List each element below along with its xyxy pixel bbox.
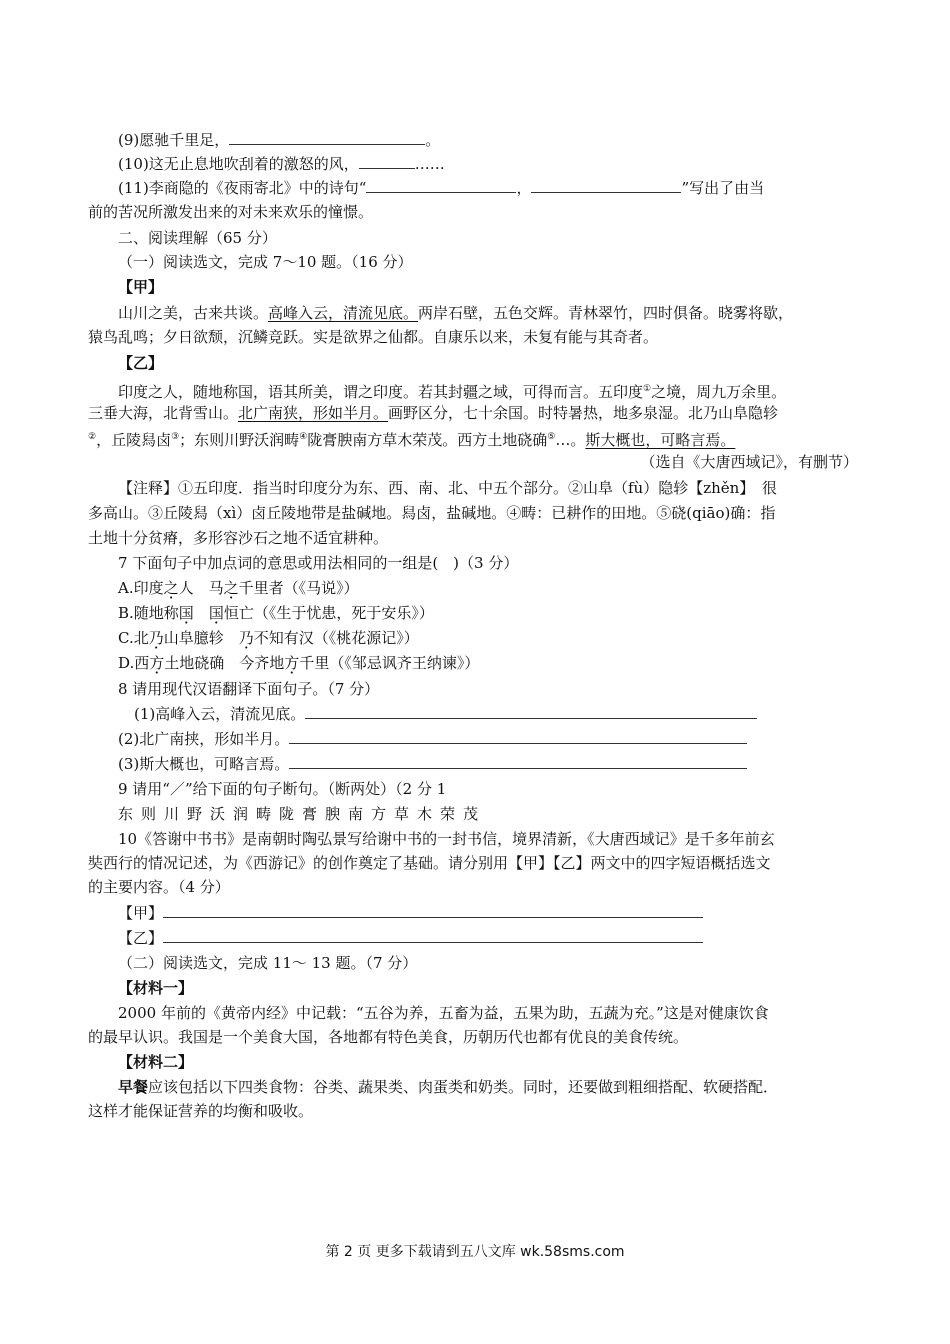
answer-line[interactable]	[163, 901, 703, 918]
yi-paragraph-line2: 三垂大海，北背雪山。北广南狭，形如半月。画野区分，七十余国。时特暑热，地多泉湿。北乃山阜隐轸	[88, 404, 779, 422]
question-10-line2: 奘西行的情况记述，为《西游记》的创作奠定了基础。请分别用【甲】【乙】两文中的四字短语概括选文	[88, 854, 771, 872]
answer-blank[interactable]	[366, 176, 516, 193]
answer-line[interactable]	[163, 926, 703, 943]
yi-paragraph-line3: ②，丘陵舄卤③；东则川野沃润畴④陇膏腴南方草木荣茂。西方土地硗确⑤…。斯大概也，可略言焉。	[88, 431, 736, 449]
material1-line2: 的最早认识。我国是一个美食大国，各地都有特色美食，历朝历代也都有优良的美食传统。	[88, 1028, 689, 1046]
answer-blank[interactable]	[531, 176, 681, 193]
material2-line1: 早餐应该包括以下四类食物：谷类、蔬果类、肉蛋类和奶类。同时，还要做到粗细搭配、软硬搭配．	[118, 1078, 779, 1096]
notes-line3: 土地十分贫瘠，多形容沙石之地不适宜耕种。	[88, 529, 389, 547]
material1-label: 【材料一】	[118, 979, 194, 997]
answer-blank[interactable]	[359, 152, 415, 169]
source-citation: （选自《大唐西域记》，有删节）	[640, 453, 858, 471]
question-7-option-c[interactable]: C.北乃山阜臆轸 乃不知有汉（《桃花源记》）	[118, 629, 419, 647]
question-8-stem: 8 请用现代汉语翻译下面句子。（7 分）	[118, 680, 380, 698]
material2-label: 【材料二】	[118, 1053, 194, 1071]
question-7-option-d[interactable]: D.西方土地硗确 今齐地方千里（《邹忌讽齐王纳谏》）	[118, 654, 480, 672]
answer-line[interactable]	[305, 702, 757, 719]
question-8-item-2: (2)北广南挟，形如半月。	[118, 727, 894, 751]
question-11-poem: (11)李商隐的《夜雨寄北》中的诗句“ ， ”写出了由当	[118, 176, 894, 200]
part1-title: （一）阅读选文，完成 7～10 题。（16 分）	[118, 253, 413, 271]
page-footer: 第 2 页 更多下载请到五八文库 wk.58sms.com	[325, 1244, 625, 1260]
question-10-yi: 【乙】	[118, 926, 894, 950]
part2-title: （二）阅读选文，完成 11～ 13 题。（7 分）	[118, 954, 418, 972]
question-8-item-3: (3)斯大概也，可略言焉。	[118, 752, 894, 776]
question-7-option-a[interactable]: A.印度之人 马之千里者（《马说》）	[118, 579, 359, 597]
question-7-stem: 7 下面句子中加点词的意思或用法相同的一组是( )（3 分）	[118, 554, 519, 572]
question-10-poem: (10)这无止息地吹刮着的激怒的风， ……	[118, 152, 894, 176]
notes-line1: 【注释】①五印度．指当时印度分为东、西、南、北、中五个部分。②山阜（fù）隐轸【zhěn】 很	[118, 479, 777, 497]
question-9-sentence[interactable]: 东则川野沃润畴陇膏腴南方草木荣茂	[118, 805, 487, 823]
question-7-option-b[interactable]: B.随地称国 国恒亡（《生于忧患，死于安乐》）	[118, 604, 434, 622]
question-9-stem: 9 请用“／”给下面的句子断句。（断两处）（2 分 1	[118, 780, 447, 798]
question-9-poem: (9)愿驰千里足， 。	[118, 128, 894, 152]
question-11-line2: 前的苦况所激发出来的对未来欢乐的憧憬。	[88, 203, 374, 221]
jia-paragraph-line2: 猿鸟乱鸣；夕日欲颓，沉鳞竞跃。实是欲界之仙都。自康乐以来，未复有能与其奇者。	[88, 328, 659, 346]
jia-paragraph-line1: 山川之美，古来共谈。高峰入云，清流见底。两岸石壁，五色交辉。青林翠竹，四时俱备。晓雾将歇，	[118, 304, 794, 322]
section-title: 二、阅读理解（65 分）	[118, 229, 277, 247]
question-10-line3: 的主要内容。（4 分）	[88, 878, 230, 896]
question-8-item-1: (1)高峰入云，清流见底。	[134, 702, 910, 726]
answer-blank[interactable]	[229, 128, 425, 145]
yi-label: 【乙】	[118, 354, 164, 372]
yi-paragraph-line1: 印度之人，随地称国，语其所美，谓之印度。若其封疆之域，可得而言。五印度①之境，周九万余里。	[118, 383, 787, 401]
jia-label: 【甲】	[118, 278, 164, 296]
material1-line1: 2000 年前的《黄帝内经》中记载：“五谷为养，五畜为益，五果为助，五蔬为充。”这是对健康饮食	[118, 1004, 769, 1022]
answer-line[interactable]	[289, 727, 747, 744]
notes-line2: 多高山。③丘陵舄（xì）卤丘陵地带是盐碱地。舄卤，盐碱地。④畴：已耕作的田地。⑤硗(qiāo)确：指	[88, 504, 776, 522]
answer-line[interactable]	[289, 752, 747, 769]
question-10-line1: 10《答谢中书书》是南朝时陶弘景写给谢中书的一封书信，境界清新，《大唐西域记》是千多年前玄	[118, 830, 775, 848]
question-10-jia: 【甲】	[118, 901, 894, 925]
material2-line2: 这样才能保证营养的均衡和吸收。	[88, 1102, 314, 1120]
